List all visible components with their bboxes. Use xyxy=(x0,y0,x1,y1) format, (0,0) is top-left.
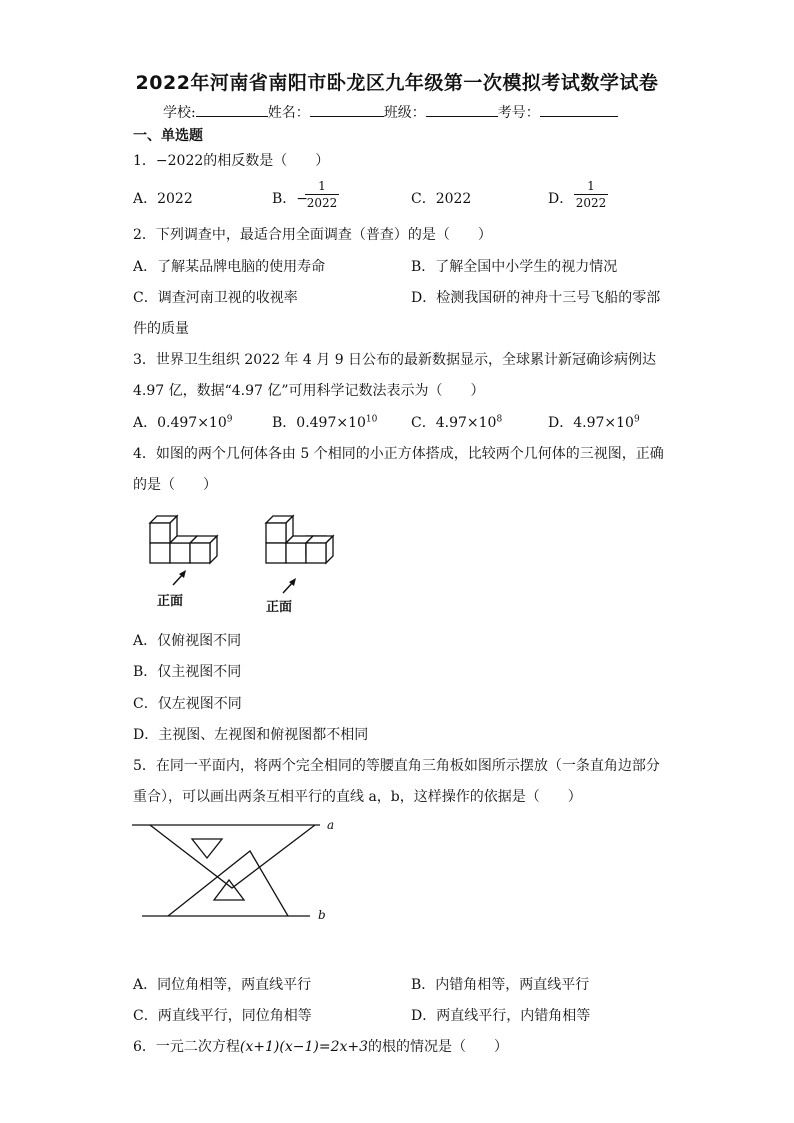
q2-option-d-continued: 件的质量 xyxy=(133,321,189,337)
q5-stem-line1: 5．在同一平面内，将两个完全相同的等腰直角三角板如图所示摆放（一条直角边部分 xyxy=(133,758,660,774)
q3-d-base: D．4.97×10 xyxy=(548,415,634,431)
q3-b-base: B．0.497×10 xyxy=(272,415,366,431)
q6-stem-suffix: 的根的情况是（ ） xyxy=(368,1039,509,1055)
q1-d-denominator: 2022 xyxy=(575,196,607,210)
class-label: 班级： xyxy=(383,105,426,121)
section-heading: 一、单选题 xyxy=(133,128,203,144)
class-blank[interactable] xyxy=(426,102,498,117)
q4-option-d: D．主视图、左视图和俯视图都不相同 xyxy=(133,727,369,743)
q6-equation: (x+1)(x−1)=2x+3 xyxy=(239,1039,369,1055)
q4-option-a: A．仅俯视图不同 xyxy=(133,633,242,649)
q3-option-a xyxy=(133,412,232,432)
q4-figure-solid-2 xyxy=(258,508,353,570)
q1-b-numerator: 1 xyxy=(305,178,339,195)
q2-option-b: B．了解全国中小学生的视力情况 xyxy=(411,259,618,275)
q3-c-base: C．4.97×10 xyxy=(411,415,497,431)
q3-option-d xyxy=(548,412,640,432)
q2-option-c: C．调查河南卫视的收视率 xyxy=(133,290,298,306)
q1-stem: 1．−2022的相反数是（ ） xyxy=(133,153,330,169)
q4-arrow-1 xyxy=(170,568,190,588)
school-label: 学校: xyxy=(163,105,196,121)
q3-option-c xyxy=(411,412,502,432)
q4-option-c: C．仅左视图不同 xyxy=(133,696,242,712)
q1-option-d: D． xyxy=(548,191,574,207)
q1-option-d-fraction xyxy=(574,178,608,211)
q2-stem: 2．下列调查中，最适合用全面调查（普查）的是（ ） xyxy=(133,227,492,243)
q5-figure-triangle-boards xyxy=(130,818,340,928)
page-title: 2022年河南省南阳市卧龙区九年级第一次模拟考试数学试卷 xyxy=(135,72,659,94)
q3-stem-line2: 4.97 亿，数据“4.97 亿”可用科学记数法表示为（ ） xyxy=(133,383,485,399)
q3-stem-line1: 3．世界卫生组织 2022 年 4 月 9 日公布的最新数据显示，全球累计新冠确诊病例达 xyxy=(133,352,657,368)
q4-option-b: B．仅主视图不同 xyxy=(133,664,242,680)
q5-line-b-label: b xyxy=(318,908,326,922)
q6-stem xyxy=(133,1036,508,1056)
q2-option-d: D．检测我国研的神舟十三号飞船的零部 xyxy=(411,290,661,306)
q2-option-a: A．了解某品牌电脑的使用寿命 xyxy=(133,259,326,275)
q3-a-base: A．0.497×10 xyxy=(133,415,227,431)
q3-a-exponent: 9 xyxy=(226,414,233,425)
q1-b-denominator: 2022 xyxy=(306,196,338,210)
q5-line-a-label: a xyxy=(327,818,335,832)
q6-stem-prefix: 6．一元二次方程 xyxy=(133,1039,240,1055)
q1-option-b: B．− xyxy=(272,191,309,207)
q5-option-b: B．内错角相等，两直线平行 xyxy=(411,977,590,993)
name-blank[interactable] xyxy=(310,102,384,117)
q1-option-a: A．2022 xyxy=(133,191,193,207)
q4-arrow-2 xyxy=(280,576,300,596)
q1-option-b-fraction xyxy=(305,178,339,211)
exam-no-blank[interactable] xyxy=(540,102,618,117)
q4-front-label-2: 正面 xyxy=(266,600,293,615)
q1-option-c: C．2022 xyxy=(411,191,472,207)
name-label: 姓名： xyxy=(267,105,310,121)
q4-stem-line2: 的是（ ） xyxy=(133,477,217,493)
q1-d-numerator: 1 xyxy=(574,178,608,195)
q4-stem-line1: 4．如图的两个几何体各由 5 个相同的小正方体搭成，比较两个几何体的三视图，正确 xyxy=(133,446,664,462)
student-info-line xyxy=(163,102,618,122)
q5-stem-line2: 重合），可以画出两条互相平行的直线 a，b，这样操作的依据是（ ） xyxy=(133,789,582,805)
q5-option-c: C．两直线平行，同位角相等 xyxy=(133,1008,312,1024)
q4-figure-solid-1 xyxy=(145,508,240,570)
q5-option-a: A．同位角相等，两直线平行 xyxy=(133,977,312,993)
q3-c-exponent: 8 xyxy=(496,414,503,425)
school-blank[interactable] xyxy=(196,102,268,117)
q5-option-d: D．两直线平行，内错角相等 xyxy=(411,1008,591,1024)
q3-option-b xyxy=(272,412,377,432)
q4-front-label-1: 正面 xyxy=(157,594,184,609)
exam-no-label: 考号： xyxy=(497,105,540,121)
q3-d-exponent: 9 xyxy=(633,414,640,425)
q3-b-exponent: 10 xyxy=(365,414,378,425)
